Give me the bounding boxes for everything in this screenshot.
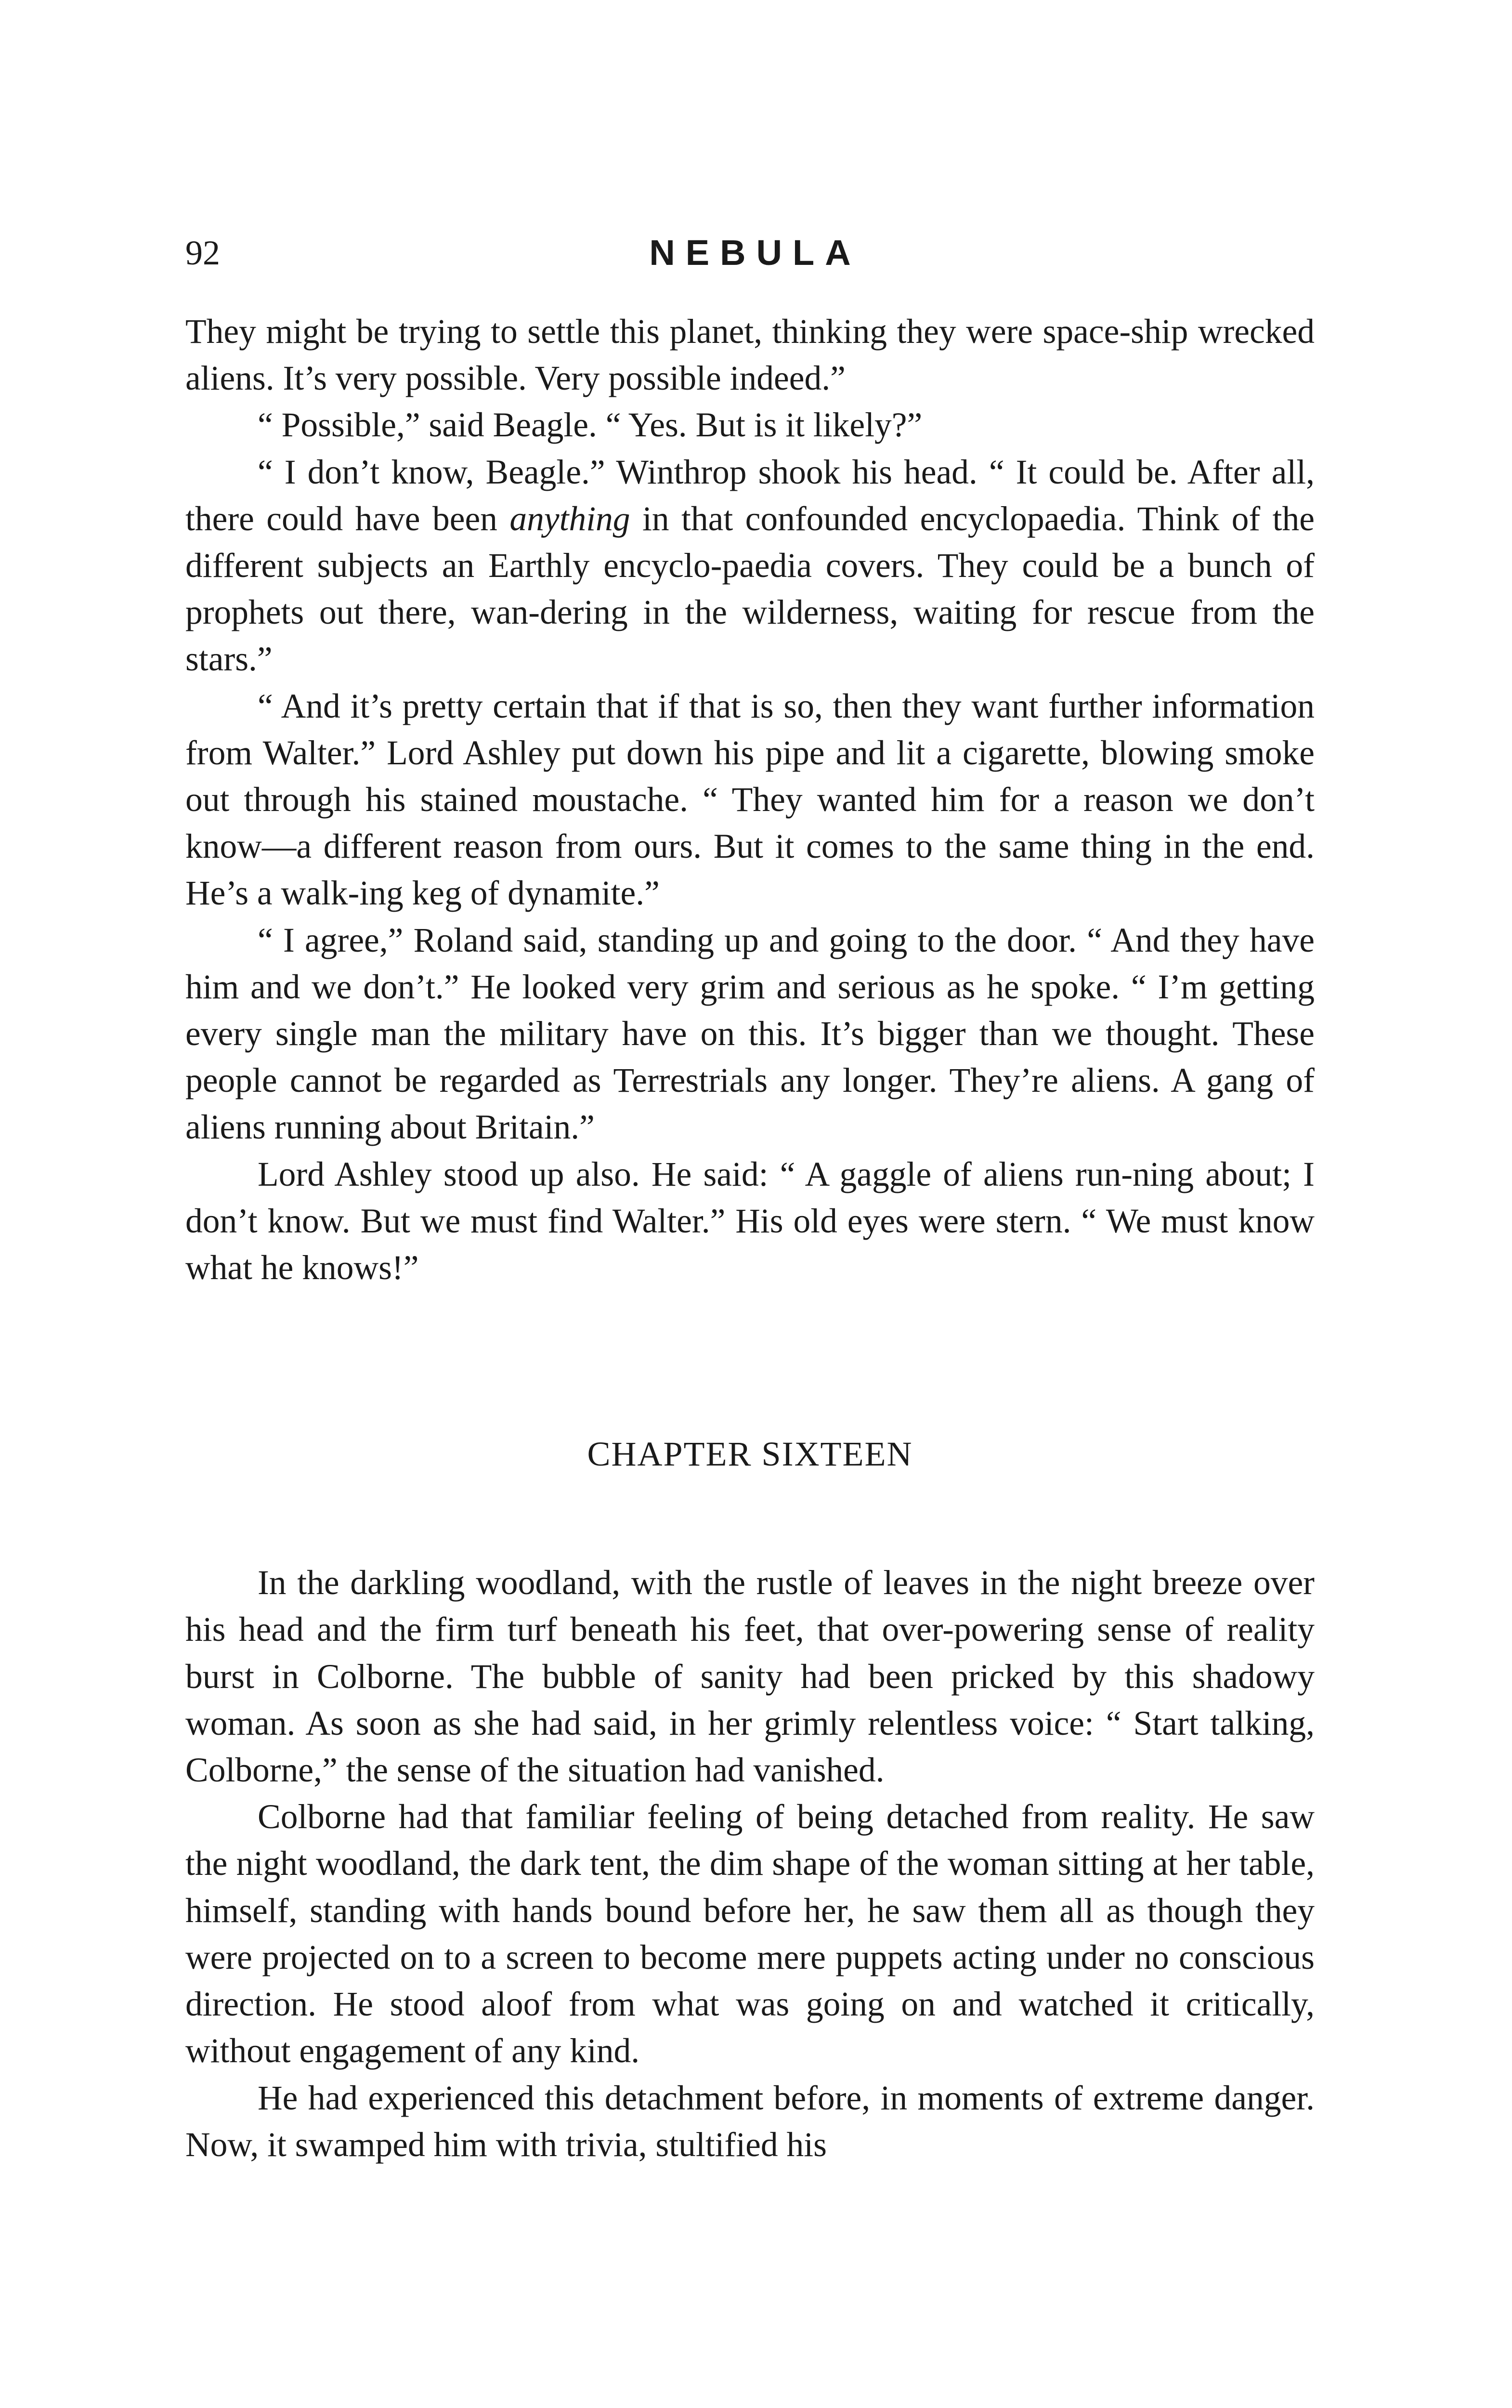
paragraph [185, 917, 1315, 1151]
text-run: “ Possible,” said Beagle. “ Yes. But is it likely?” [258, 406, 923, 445]
italic-text: anything [509, 499, 630, 538]
paragraph [185, 1559, 1315, 1793]
text-run: In the darkling woodland, with the rustle of leaves in the night breeze over his head and the firm turf beneath his feet, that over-powering sense of reality burst in Colborne. The bubble of sanity had been pricked by this shadowy woman. As soon as she had said, in her grimly relentless voice: “ Start talking, Colborne,” the sense of the situation had vanished. [185, 1564, 1315, 1790]
body-text [185, 308, 1315, 2168]
paragraph [185, 683, 1315, 917]
text-run: Colborne had that familiar feeling of being detached from reality. He saw the night woodland, the dark tent, the dim shape of the woman sitting at her table, himself, standing with hands bound before her, he saw them all as though they were projected on to a screen to become mere puppets acting under no conscious direction. He stood aloof from what was going on and watched it critically, without engagement of any kind. [185, 1798, 1315, 2070]
page-number: 92 [185, 234, 220, 272]
text-run: “ I agree,” Roland said, standing up and going to the door. “ And they have him and we don’t.” He looked very grim and serious as he spoke. “ I’m getting every single man the military have on this. It’s bigger than we thought. These people cannot be regarded as Terrestrials any longer. They’re aliens. A gang of aliens running about Britain.” [185, 921, 1315, 1147]
text-run: “ I don’t know, Beagle.” Winthrop shook his head. “ It could be. After all, there could have been [185, 453, 1315, 538]
magazine-title: NEBULA [649, 233, 861, 273]
text-run: He had experienced this detachment before, in moments of extreme danger. Now, it swamped him with trivia, stultified his [185, 2079, 1315, 2164]
paragraph [185, 1793, 1315, 2074]
paragraph [185, 1151, 1315, 1292]
chapter-text [185, 1559, 1315, 2168]
chapter-heading: CHAPTER SIXTEEN [587, 1435, 913, 1474]
text-run: “ And it’s pretty certain that if that is so, then they want further information from Walter.” Lord Ashley put down his pipe and lit a cigarette, blowing smoke out through his stained moustache. “ They wanted him for a reason we don’t know—a different reason from ours. But it comes to the same thing in the end. He’s a walk-ing keg of dynamite.” [185, 687, 1315, 913]
paragraph [185, 308, 1315, 402]
text-run: They might be trying to settle this planet, thinking they were space-ship wrecked aliens. It’s very possible. Very possible indeed.” [185, 313, 1315, 398]
text-before-chapter [185, 308, 1315, 1291]
paragraph [185, 449, 1315, 683]
paragraph [185, 2075, 1315, 2168]
text-run: in that confounded encyclopaedia. Think of the different subjects an Earthly encyclo-paedia covers. They could be a bunch of prophets out there, wan-dering in the wilderness, waiting for rescue from the stars.” [185, 499, 1315, 679]
paragraph [185, 402, 1315, 448]
running-head [185, 226, 1315, 279]
text-run: Lord Ashley stood up also. He said: “ A gaggle of aliens run-ning about; I don’t know. But we must find Walter.” His old eyes were stern. “ We must know what he knows!” [185, 1155, 1315, 1287]
